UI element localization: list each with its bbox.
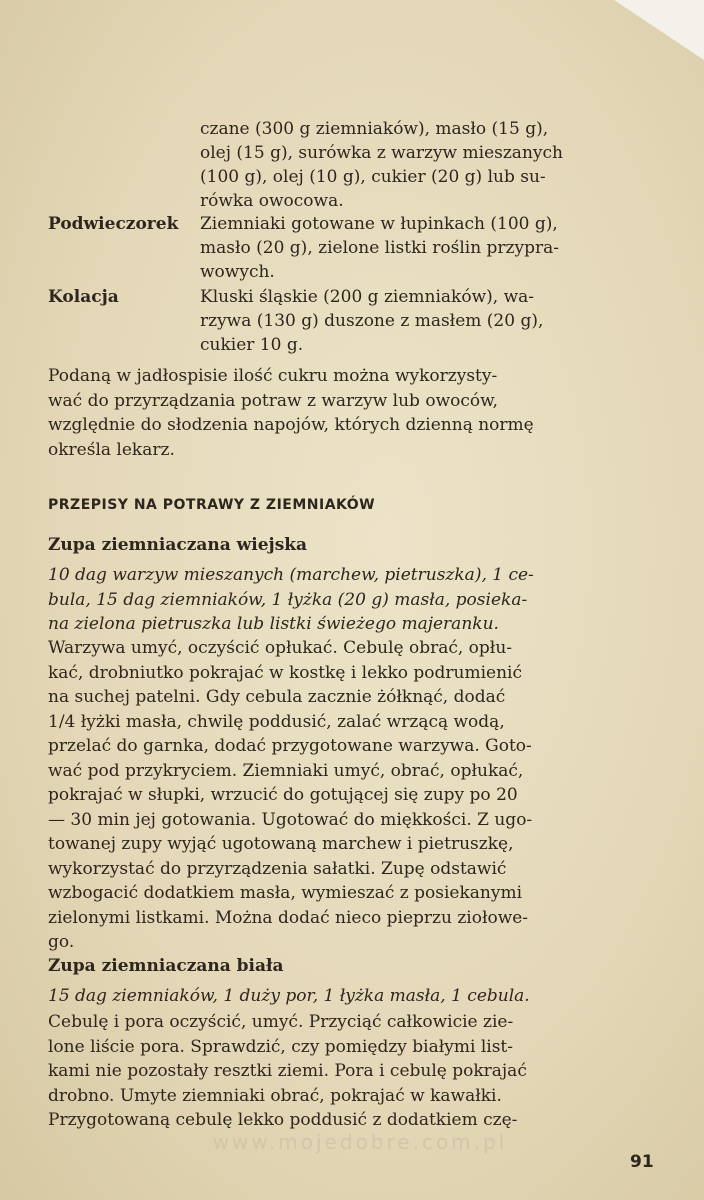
recipe-ingredients: 15 dag ziemniaków, 1 duży por, 1 łyżka masła, 1 cebula. bbox=[48, 986, 530, 1006]
sugar-note-paragraph: Podaną w jadłospisie ilość cukru można wykorzysty- wać do przyrządzania potraw z warzyw lub owoców, względnie do słodzenia napojów, których dzienną normę określa lekarz. bbox=[48, 366, 534, 460]
watermark: www.mojedobre.com.pl bbox=[212, 1130, 508, 1154]
menu-text: Kluski śląskie (200 g ziemniaków), wa- rzywa (130 g) duszone z masłem (20 g), cukier 10 g. bbox=[200, 287, 544, 355]
page-number: 91 bbox=[630, 1152, 654, 1172]
menu-label: Podwieczorek bbox=[48, 214, 179, 234]
menu-continued-text: czane (300 g ziemniaków), masło (15 g), olej (15 g), surówka z warzyw mieszanych (100 g), olej (10 g), cukier (20 g) lub su- rówka owocowa. bbox=[200, 119, 563, 211]
menu-label: Kolacja bbox=[48, 287, 119, 307]
recipe-title: Zupa ziemniaczana biała bbox=[48, 956, 284, 976]
section-title: PRZEPISY NA POTRAWY Z ZIEMNIAKÓW bbox=[48, 497, 376, 513]
menu-text: Ziemniaki gotowane w łupinkach (100 g), masło (20 g), zielone listki roślin przypra- wowych. bbox=[200, 214, 560, 282]
page-corner-fold bbox=[614, 0, 704, 60]
recipe-method: Cebulę i pora oczyścić, umyć. Przyciąć całkowicie zie- lone liście pora. Sprawdzić, czy pomiędzy białymi list- kami nie pozostały resztki ziemi. Pora i cebulę pokrajać drobno. Umyte ziemniaki obrać, pokrajać w kawałki. Przygotowaną cebulę lekko poddusić z dodatkiem czę- bbox=[48, 1012, 527, 1130]
recipe-method: Warzywa umyć, oczyścić opłukać. Cebulę obrać, opłu- kać, drobniutko pokrajać w kostkę i lekko podrumienić na suchej patelni. Gdy cebula zacznie żółknąć, dodać 1/4 łyżki masła, chwilę poddusić, zalać wrzącą wodą, przelać do garnka, dodać przygotowane warzywa. Goto- wać pod przykryciem. Ziemniaki umyć, obrać, opłukać, pokrajać w słupki, wrzucić do gotującej się zupy po 20 — 30 min jej gotowania. Ugotować do miękkości. Z ugo- towanej zupy wyjąć ugotowaną marchew i pietruszkę, wykorzystać do przyrządzenia sałatki. Zupę odstawić wzbogacić dodatkiem masła, wymieszać z posiekanymi zielonymi listkami. Można dodać nieco pieprzu ziołowe- go. bbox=[48, 638, 533, 952]
recipe-title: Zupa ziemniaczana wiejska bbox=[48, 535, 308, 555]
recipe-ingredients: 10 dag warzyw mieszanych (marchew, pietruszka), 1 ce- bula, 15 dag ziemniaków, 1 łyżka (20 g) masła, posieka- na zielona pietruszka lub listki świeżego majeranku. bbox=[48, 565, 534, 634]
